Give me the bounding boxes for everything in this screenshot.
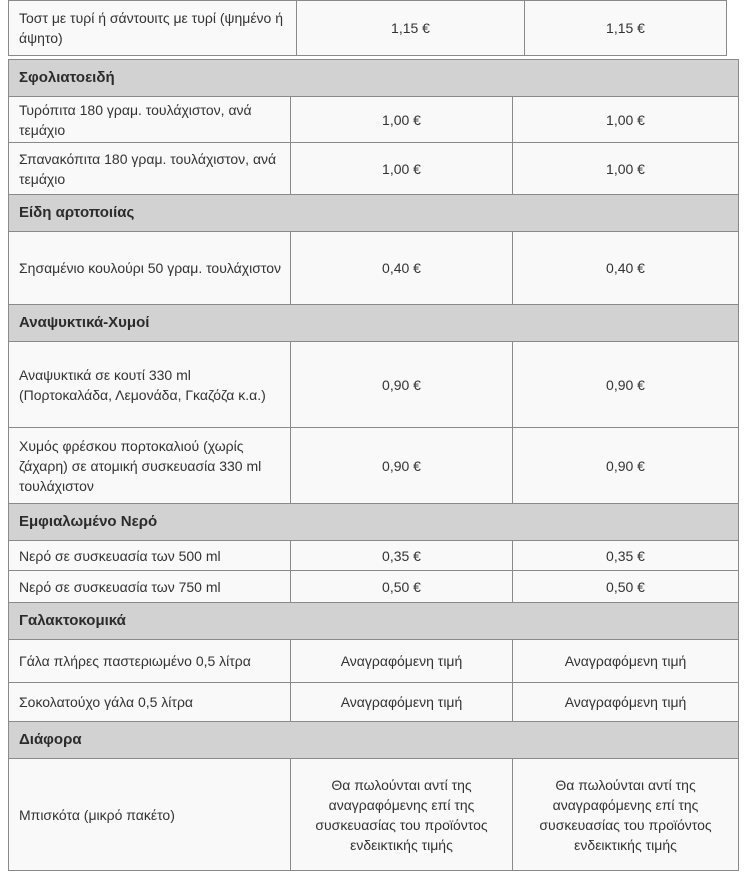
table-row xyxy=(9,342,739,428)
table-row xyxy=(9,1,727,56)
item-name: Νερό σε συσκευασία των 750 ml xyxy=(9,571,291,603)
item-name: Νερό σε συσκευασία των 500 ml xyxy=(9,541,291,571)
price-col-b: Αναγραφόμενη τιμή xyxy=(513,640,739,683)
price-col-a: 1,00 € xyxy=(291,143,513,195)
price-col-a: Θα πωλούνται αντί της αναγραφόμενης επί της συσκευασίας του προϊόντος ενδεικτικής τιμής xyxy=(291,759,513,871)
section-header xyxy=(9,603,739,640)
section-title: Γαλακτοκομικά xyxy=(9,603,739,640)
item-name: Σοκολατούχο γάλα 0,5 λίτρα xyxy=(9,683,291,722)
table-row xyxy=(9,759,739,871)
price-col-a: 0,40 € xyxy=(291,232,513,305)
section-title: Σφολιατοειδή xyxy=(9,60,739,97)
price-col-a: 0,90 € xyxy=(291,342,513,428)
price-col-a: 1,00 € xyxy=(291,97,513,143)
section-title: Αναψυκτικά-Χυμοί xyxy=(9,305,739,342)
section-header xyxy=(9,195,739,232)
table-row xyxy=(9,232,739,305)
item-name: Σησαμένιο κουλούρι 50 γραμ. τουλάχιστον xyxy=(9,232,291,305)
price-col-b: 1,00 € xyxy=(513,143,739,195)
item-name: Αναψυκτικά σε κουτί 330 ml (Πορτοκαλάδα, Λεμονάδα, Γκαζόζα κ.α.) xyxy=(9,342,291,428)
price-col-b: 0,90 € xyxy=(513,428,739,504)
table-row xyxy=(9,683,739,722)
section-header xyxy=(9,305,739,342)
price-col-b: Αναγραφόμενη τιμή xyxy=(513,683,739,722)
item-name: Χυμός φρέσκου πορτοκαλιού (χωρίς ζάχαρη) σε ατομική συσκευασία 330 ml τουλάχιστον xyxy=(9,428,291,504)
item-name: Τυρόπιτα 180 γραμ. τουλάχιστον, ανά τεμάχιο xyxy=(9,97,291,143)
table-row xyxy=(9,97,739,143)
price-col-a: 0,50 € xyxy=(291,571,513,603)
price-col-b: 1,00 € xyxy=(513,97,739,143)
price-col-b: 0,40 € xyxy=(513,232,739,305)
price-col-b: Θα πωλούνται αντί της αναγραφόμενης επί της συσκευασίας του προϊόντος ενδεικτικής τιμής xyxy=(513,759,739,871)
section-title: Διάφορα xyxy=(9,722,739,759)
price-col-a: Αναγραφόμενη τιμή xyxy=(291,683,513,722)
price-col-a: 0,35 € xyxy=(291,541,513,571)
price-col-a: 1,15 € xyxy=(297,1,525,56)
price-col-b: 1,15 € xyxy=(525,1,727,56)
item-name: Μπισκότα (μικρό πακέτο) xyxy=(9,759,291,871)
table-row xyxy=(9,143,739,195)
price-col-b: 0,35 € xyxy=(513,541,739,571)
table-row xyxy=(9,428,739,504)
section-title: Είδη αρτοποιίας xyxy=(9,195,739,232)
item-name: Σπανακόπιτα 180 γραμ. τουλάχιστον, ανά τεμάχιο xyxy=(9,143,291,195)
item-name: Τοστ με τυρί ή σάντουιτς με τυρί (ψημένο ή άψητο) xyxy=(9,1,297,56)
section-header xyxy=(9,60,739,97)
section-header xyxy=(9,722,739,759)
item-name: Γάλα πλήρες παστεριωμένο 0,5 λίτρα xyxy=(9,640,291,683)
price-col-a: 0,90 € xyxy=(291,428,513,504)
price-col-a: Αναγραφόμενη τιμή xyxy=(291,640,513,683)
table-row xyxy=(9,640,739,683)
price-col-b: 0,50 € xyxy=(513,571,739,603)
price-table xyxy=(8,59,739,871)
table-row xyxy=(9,571,739,603)
section-title: Εμφιαλωμένο Νερό xyxy=(9,504,739,541)
price-col-b: 0,90 € xyxy=(513,342,739,428)
section-header xyxy=(9,504,739,541)
table-row xyxy=(9,541,739,571)
top-price-table xyxy=(8,0,727,56)
